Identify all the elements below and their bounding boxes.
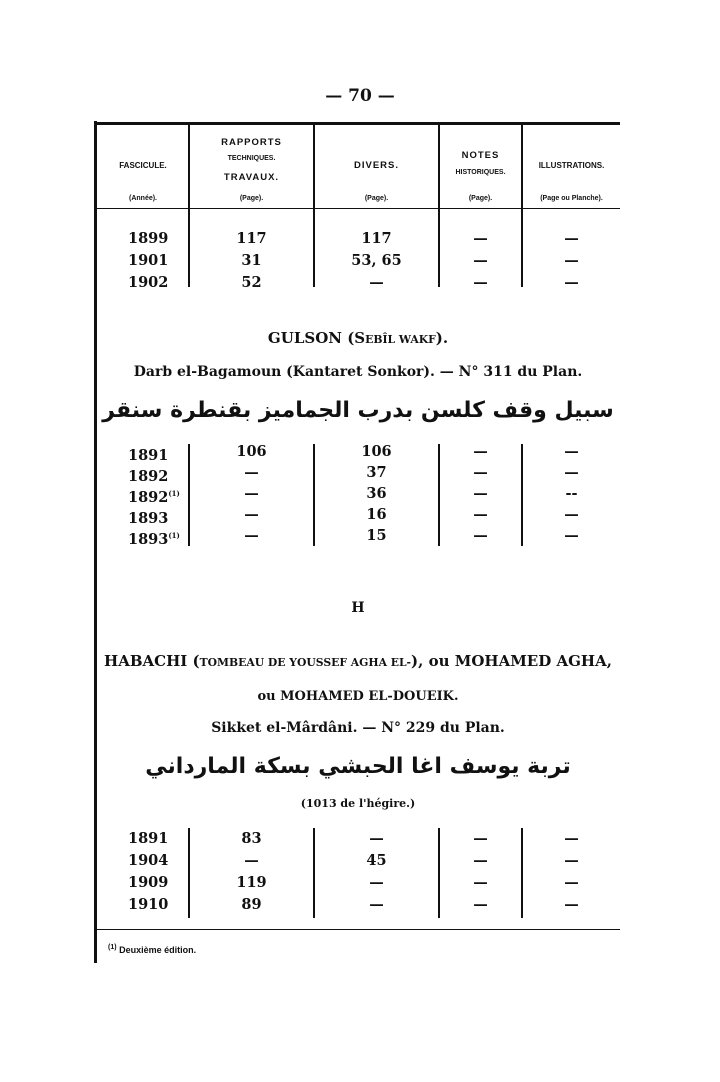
footnote-rule [96, 929, 620, 930]
header-notes-sub: (Page). [468, 195, 493, 202]
notes-cell: — [473, 506, 488, 523]
notes-cell: — [473, 485, 488, 502]
year-cell: 1910 [128, 896, 169, 913]
divers-cell: — [369, 896, 384, 913]
rapports-cell: — [244, 852, 259, 869]
footnote: $^{(1)}$ Deuxième édition. [108, 944, 197, 955]
gulson-title: GULSON (SEBÎL WAKF). [267, 329, 449, 347]
notes-cell: — [473, 274, 488, 291]
illustrations-cell: — [564, 274, 579, 291]
rapports-cell: — [244, 464, 259, 481]
header-divers-sub: (Page). [364, 195, 389, 202]
year-cell: 1893$^{(1)}$ [128, 530, 180, 548]
divers-cell: 37 [366, 464, 387, 481]
year-cell: 1892 [128, 467, 169, 485]
table-row [98, 872, 620, 894]
notes-cell: — [473, 527, 488, 544]
rapports-cell: — [244, 527, 259, 544]
rapports-cell: 117 [236, 230, 267, 247]
illustrations-cell: -- [565, 485, 578, 502]
illustrations-cell: — [564, 252, 579, 269]
rapports-cell: 119 [236, 874, 267, 891]
table-row [98, 462, 620, 483]
illustrations-cell: — [564, 852, 579, 869]
rapports-cell: — [244, 506, 259, 523]
table-top-rule [96, 122, 620, 125]
header-illustrations-sub: (Page ou Planche). [540, 195, 603, 202]
table-row [98, 850, 620, 872]
table-habachi [98, 828, 620, 916]
year-cell: 1909 [128, 874, 169, 891]
divers-cell: 16 [366, 506, 387, 523]
rapports-cell: 89 [241, 896, 262, 913]
rapports-cell: 52 [241, 274, 262, 291]
divers-cell: — [369, 830, 384, 847]
habachi-alt-name: ou MOHAMED EL-DOUEIK. [257, 689, 459, 704]
illustrations-cell: — [564, 230, 579, 247]
left-border [94, 121, 97, 963]
divers-cell: — [369, 874, 384, 891]
table-row [98, 483, 620, 504]
notes-cell: — [473, 830, 488, 847]
table-row [98, 441, 620, 462]
year-cell: 1901 [128, 252, 169, 269]
habachi-arabic-inscription: تربة يوسف اغا الحبشي بسكة المارداني [145, 754, 571, 779]
illustrations-cell: — [564, 830, 579, 847]
header-illustrations: ILLUSTRATIONS. [538, 161, 605, 170]
divers-cell: 36 [366, 485, 387, 502]
header-rapports: RAPPORTS [221, 137, 282, 148]
header-divers: DIVERS. [353, 160, 399, 171]
table-row [98, 525, 620, 546]
illustrations-cell: — [564, 896, 579, 913]
table-row [98, 250, 620, 272]
table-gueyer [98, 228, 620, 294]
rapports-cell: 106 [236, 443, 267, 460]
notes-cell: — [473, 896, 488, 913]
notes-cell: — [473, 464, 488, 481]
year-cell: 1904 [128, 852, 169, 869]
divers-cell: 15 [366, 527, 387, 544]
header-rapports-line3: TRAVAUX. [223, 172, 280, 183]
table-row [98, 894, 620, 916]
table-row [98, 504, 620, 525]
header-fascicule: FASCICULE. [119, 161, 167, 170]
header-rapports-sub: (Page). [239, 195, 264, 202]
header-fascicule-sub: (Année). [129, 195, 157, 202]
divers-cell: 45 [366, 852, 387, 869]
habachi-date: (1013 de l'hégire.) [300, 797, 416, 810]
notes-cell: — [473, 230, 488, 247]
divers-cell: — [369, 274, 384, 291]
illustrations-cell: — [564, 527, 579, 544]
gulson-location: Darb el-Bagamoun (Kantaret Sonkor). — N° 311 du Plan. [133, 364, 583, 380]
table-row [98, 828, 620, 850]
rapports-cell: — [244, 485, 259, 502]
header-notes: NOTES [461, 150, 500, 161]
illustrations-cell: — [564, 506, 579, 523]
year-cell: 1891 [128, 446, 169, 464]
year-cell: 1892$^{(1)}$ [128, 488, 180, 506]
year-cell: 1891 [128, 830, 169, 847]
header-bottom-rule [96, 208, 620, 209]
table-gulson [98, 441, 620, 546]
header-rapports-line2: TECHNIQUES. [227, 155, 276, 162]
section-letter: H [351, 600, 365, 616]
habachi-location: Sikket el-Mârdâni. — N° 229 du Plan. [211, 720, 505, 736]
table-row [98, 228, 620, 250]
notes-cell: — [473, 852, 488, 869]
rapports-cell: 31 [241, 252, 262, 269]
notes-cell: — [473, 874, 488, 891]
year-cell: 1899 [128, 230, 169, 247]
year-cell: 1902 [128, 274, 169, 291]
gulson-arabic-inscription: سبيل وقف كلسن بدرب الجماميز بقنطرة سنقر [102, 398, 614, 423]
header-notes-line2: HISTORIQUES. [455, 169, 506, 176]
divers-cell: 106 [361, 443, 392, 460]
divers-cell: 117 [361, 230, 392, 247]
year-cell: 1893 [128, 509, 169, 527]
illustrations-cell: — [564, 443, 579, 460]
divers-cell: 53, 65 [351, 252, 402, 269]
notes-cell: — [473, 252, 488, 269]
habachi-title: HABACHI (TOMBEAU DE YOUSSEF AGHA EL-), ou MOHAMED AGHA, [104, 652, 612, 670]
rapports-cell: 83 [241, 830, 262, 847]
illustrations-cell: — [564, 874, 579, 891]
notes-cell: — [473, 443, 488, 460]
illustrations-cell: — [564, 464, 579, 481]
table-row [98, 272, 620, 294]
page-number: — 70 — [325, 86, 395, 106]
